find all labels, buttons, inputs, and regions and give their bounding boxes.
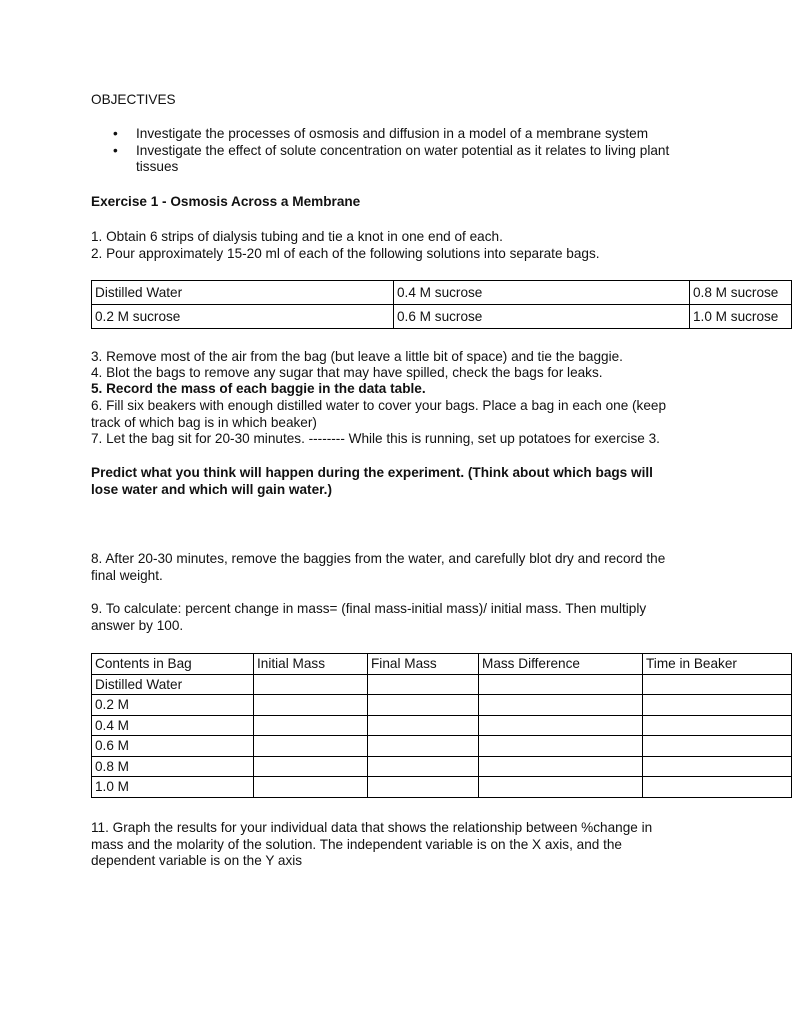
step-6: 6. Fill six beakers with enough distilled water to cover your bags. Place a bag in each one (keep track of which bag is in which beaker) [91, 398, 667, 430]
blank-cell[interactable] [643, 695, 792, 716]
objective-item: • Investigate the effect of solute concentration on water potential as it relates to living plant tissues [113, 142, 670, 174]
solutions-table [91, 280, 792, 329]
table-cell: Distilled Water [92, 281, 394, 305]
step-3: 3. Remove most of the air from the bag (but leave a little bit of space) and tie the baggie. [91, 349, 623, 364]
table-row [92, 777, 792, 798]
row-label: 0.8 M [92, 756, 254, 777]
blank-cell[interactable] [643, 777, 792, 798]
row-label: 0.4 M [92, 715, 254, 736]
blank-cell[interactable] [254, 756, 368, 777]
exercise-title: Exercise 1 - Osmosis Across a Membrane [91, 194, 361, 209]
blank-cell[interactable] [479, 715, 643, 736]
step-8: 8. After 20-30 minutes, remove the baggies from the water, and carefully blot dry and record the final weight. [91, 551, 666, 583]
table-cell: 0.4 M sucrose [394, 281, 690, 305]
table-cell: 0.8 M sucrose [690, 281, 792, 305]
blank-cell[interactable] [479, 777, 643, 798]
objectives-list [91, 126, 691, 176]
row-label: Distilled Water [92, 674, 254, 695]
mass-data-table [91, 653, 792, 798]
blank-cell[interactable] [368, 674, 479, 695]
column-header: Mass Difference [479, 654, 643, 675]
bullet-icon: • [113, 126, 118, 141]
blank-cell[interactable] [368, 756, 479, 777]
table-cell: 0.6 M sucrose [394, 305, 690, 329]
column-header: Time in Beaker [643, 654, 792, 675]
table-row [92, 756, 792, 777]
blank-cell[interactable] [479, 736, 643, 757]
table-cell: 1.0 M sucrose [690, 305, 792, 329]
row-label: 1.0 M [92, 777, 254, 798]
blank-cell[interactable] [479, 674, 643, 695]
blank-cell[interactable] [254, 715, 368, 736]
blank-cell[interactable] [643, 674, 792, 695]
blank-cell[interactable] [254, 674, 368, 695]
step-11: 11. Graph the results for your individual data that shows the relationship between %change in mass and the molarity of the solution. The independent variable is on the X axis, and the dependent variable is on the Y axis [91, 820, 653, 868]
objectives-heading: OBJECTIVES [91, 92, 176, 107]
table-header-row [92, 654, 792, 675]
step-9: 9. To calculate: percent change in mass= (final mass-initial mass)/ initial mass. Then multiply answer by 100. [91, 601, 647, 633]
step-7: 7. Let the bag sit for 20-30 minutes. -------- While this is running, set up potatoes for exercise 3. [91, 431, 660, 446]
table-row [92, 736, 792, 757]
column-header: Initial Mass [254, 654, 368, 675]
step-5: 5. Record the mass of each baggie in the data table. [91, 381, 426, 396]
blank-cell[interactable] [368, 736, 479, 757]
blank-cell[interactable] [368, 777, 479, 798]
row-label: 0.2 M [92, 695, 254, 716]
blank-cell[interactable] [479, 695, 643, 716]
table-row [92, 715, 792, 736]
column-header: Contents in Bag [92, 654, 254, 675]
table-row [92, 281, 792, 305]
table-cell: 0.2 M sucrose [92, 305, 394, 329]
blank-cell[interactable] [368, 715, 479, 736]
bullet-icon: • [113, 142, 118, 158]
blank-cell[interactable] [643, 756, 792, 777]
blank-cell[interactable] [254, 736, 368, 757]
step-2: 2. Pour approximately 15-20 ml of each of the following solutions into separate bags. [91, 246, 600, 261]
step-4: 4. Blot the bags to remove any sugar that may have spilled, check the bags for leaks. [91, 365, 603, 380]
objective-item: • Investigate the processes of osmosis and diffusion in a model of a membrane system [113, 126, 649, 141]
blank-cell[interactable] [643, 736, 792, 757]
table-row [92, 305, 792, 329]
table-row [92, 674, 792, 695]
prediction-prompt: Predict what you think will happen during the experiment. (Think about which bags will lose water and which will gain water.) [91, 465, 653, 497]
blank-cell[interactable] [643, 715, 792, 736]
table-row [92, 695, 792, 716]
blank-cell[interactable] [479, 756, 643, 777]
blank-cell[interactable] [254, 777, 368, 798]
step-1: 1. Obtain 6 strips of dialysis tubing and tie a knot in one end of each. [91, 229, 503, 244]
column-header: Final Mass [368, 654, 479, 675]
blank-cell[interactable] [368, 695, 479, 716]
blank-cell[interactable] [254, 695, 368, 716]
row-label: 0.6 M [92, 736, 254, 757]
